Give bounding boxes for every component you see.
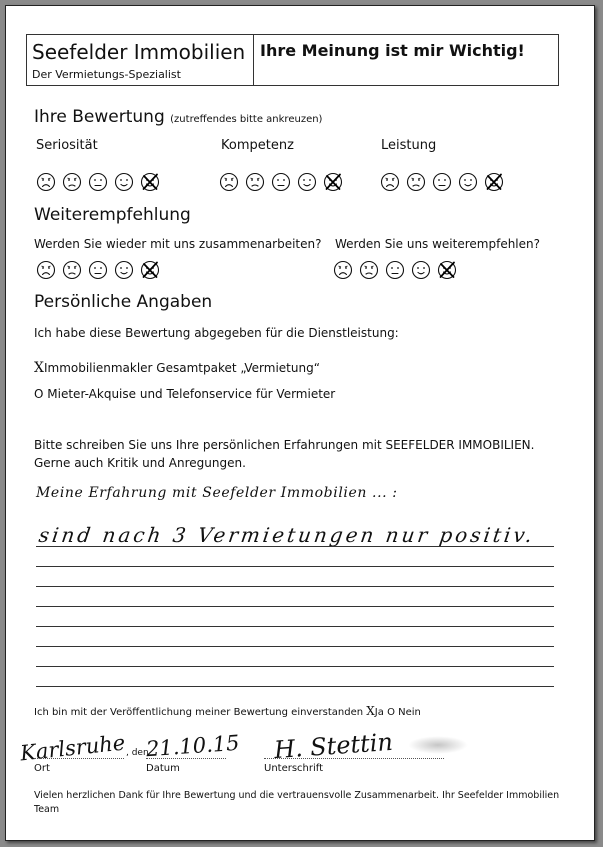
writing-line [36, 566, 554, 567]
sad-face-icon[interactable] [62, 260, 82, 280]
experience-prompt: Gerne auch Kritik und Anregungen. [34, 456, 246, 470]
form-headline: Ihre Meinung ist mir Wichtig! [260, 41, 525, 60]
personal-title: Persönliche Angaben [34, 292, 213, 312]
den-label: , den [126, 748, 149, 758]
happy-face-icon[interactable] [114, 260, 134, 280]
very-sad-face-icon[interactable] [36, 260, 56, 280]
neutral-face-icon[interactable] [271, 172, 291, 192]
very-sad-face-icon[interactable] [333, 260, 353, 280]
consent-yes[interactable]: Ja [374, 707, 384, 718]
handwritten-answer[interactable]: sind nach 3 Vermietungen nur positiv. [37, 523, 537, 547]
rating-category-label: Kompetenz [221, 138, 294, 153]
very-happy-face-icon[interactable] [437, 260, 457, 280]
smiley-scale [36, 172, 160, 192]
question-label: Werden Sie wieder mit uns zusammenarbeiten? [34, 237, 322, 251]
smiley-scale [219, 172, 343, 192]
writing-line [36, 666, 554, 667]
very-happy-face-icon[interactable] [140, 172, 160, 192]
rating-category-label: Leistung [381, 138, 437, 153]
consent-no-marker: O [387, 707, 395, 718]
neutral-face-icon[interactable] [88, 260, 108, 280]
blurred-signature-area [408, 736, 468, 754]
happy-face-icon[interactable] [297, 172, 317, 192]
very-sad-face-icon[interactable] [380, 172, 400, 192]
service-intro: Ich habe diese Bewertung abgegeben für die Dienstleistung: [34, 326, 399, 340]
consent-text: Ich bin mit der Veröffentlichung meiner Bewertung einverstanden [34, 707, 364, 718]
very-sad-face-icon[interactable] [36, 172, 56, 192]
sad-face-icon[interactable] [62, 172, 82, 192]
very-happy-face-icon[interactable] [323, 172, 343, 192]
empty-option-marker: O [34, 387, 44, 401]
writing-line [36, 686, 554, 687]
question-label: Werden Sie uns weiterempfehlen? [335, 237, 540, 251]
rating-category-label: Seriosität [36, 138, 98, 153]
sad-face-icon[interactable] [359, 260, 379, 280]
neutral-face-icon[interactable] [385, 260, 405, 280]
very-happy-face-icon[interactable] [140, 260, 160, 280]
company-name: Seefelder Immobilien [32, 40, 246, 64]
handwritten-place: Karlsruhe [19, 730, 127, 766]
very-happy-face-icon[interactable] [484, 172, 504, 192]
neutral-face-icon[interactable] [88, 172, 108, 192]
sad-face-icon[interactable] [245, 172, 265, 192]
rating-hint: (zutreffendes bitte ankreuzen) [170, 114, 323, 125]
service-option[interactable] [34, 360, 320, 376]
writing-line [36, 646, 554, 647]
neutral-face-icon[interactable] [432, 172, 452, 192]
date-label: Datum [146, 763, 180, 774]
rating-section-title [34, 107, 322, 127]
handwritten-x-mark: X [366, 704, 375, 718]
header-company-cell [27, 35, 254, 85]
sad-face-icon[interactable] [406, 172, 426, 192]
date-line [146, 758, 226, 759]
service-option-label: Mieter-Akquise und Telefonservice für Vermieter [47, 387, 336, 401]
signature-line [264, 758, 444, 759]
writing-line [36, 606, 554, 607]
service-option-label: Immobilienmakler Gesamtpaket „Vermietung“ [43, 361, 320, 375]
very-sad-face-icon[interactable] [219, 172, 239, 192]
feedback-form-page [5, 5, 595, 841]
consent-no[interactable]: Nein [398, 707, 421, 718]
writing-line [36, 546, 554, 547]
happy-face-icon[interactable] [411, 260, 431, 280]
place-label: Ort [34, 763, 50, 774]
footer-thanks: Team [34, 804, 60, 815]
writing-line [36, 586, 554, 587]
handwritten-heading: Meine Erfahrung mit Seefelder Immobilien ... : [36, 485, 398, 501]
handwritten-date: 21.10.15 [145, 730, 241, 762]
handwritten-x-mark: X [34, 360, 44, 376]
rating-title: Ihre Bewertung [34, 107, 165, 127]
smiley-scale [380, 172, 504, 192]
happy-face-icon[interactable] [458, 172, 478, 192]
smiley-scale [333, 260, 457, 280]
recommendation-title: Weiterempfehlung [34, 205, 191, 225]
signature-label: Unterschrift [264, 763, 324, 774]
footer-thanks: Vielen herzlichen Dank für Ihre Bewertung und die vertrauensvolle Zusammenarbeit. Ihr Seefelder Immobilien [34, 790, 560, 801]
consent-row [34, 704, 421, 718]
header-box [26, 34, 559, 86]
service-option[interactable] [34, 387, 335, 401]
writing-line [36, 626, 554, 627]
place-line [34, 758, 124, 759]
company-tagline: Der Vermietungs-Spezialist [32, 68, 181, 81]
happy-face-icon[interactable] [114, 172, 134, 192]
smiley-scale [36, 260, 160, 280]
handwritten-signature: H. Stettin [273, 727, 394, 765]
experience-prompt: Bitte schreiben Sie uns Ihre persönlichen Erfahrungen mit SEEFELDER IMMOBILIEN. [34, 438, 535, 452]
